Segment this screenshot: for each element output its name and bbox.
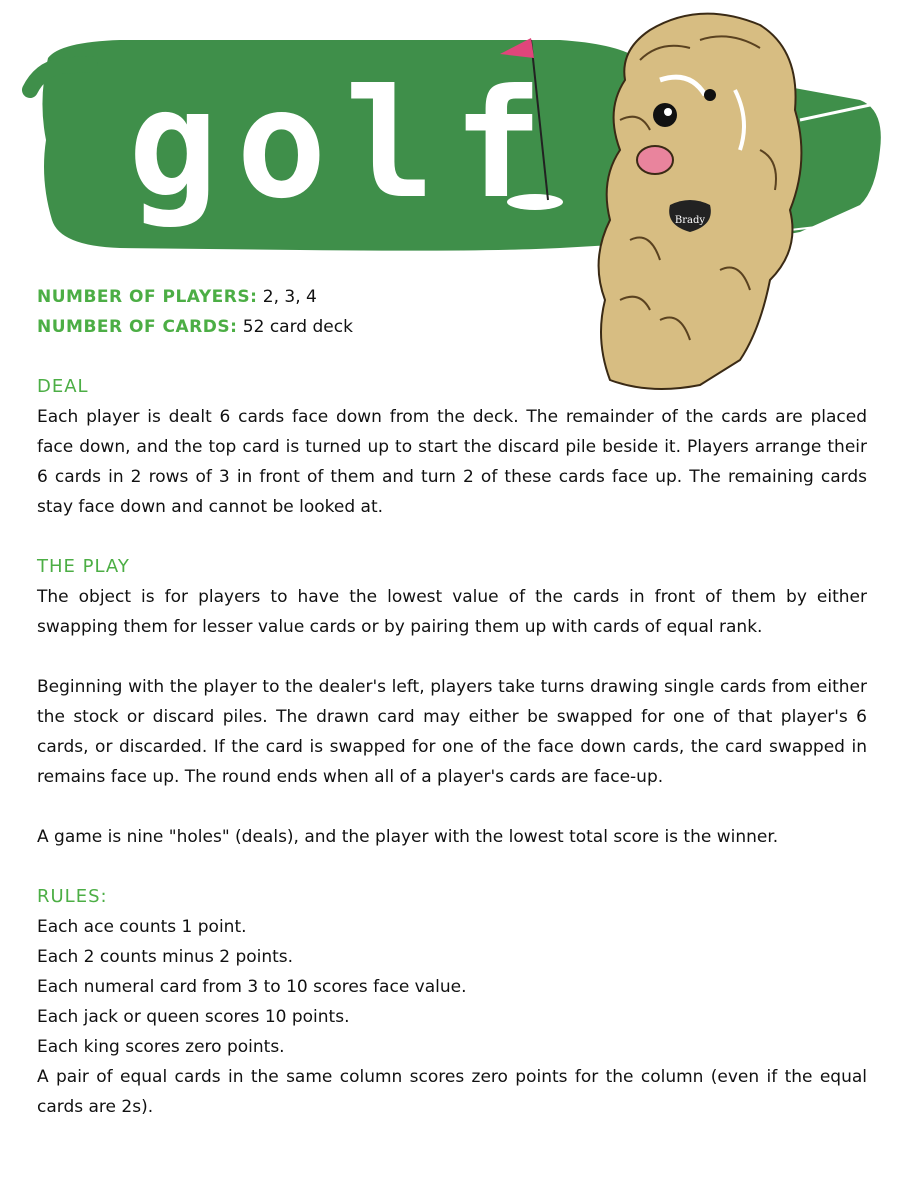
rules-heading: RULES: — [37, 886, 108, 907]
rule-item: Each ace counts 1 point. — [37, 917, 247, 937]
play-heading: THE PLAY — [37, 556, 130, 577]
rule-item: Each numeral card from 3 to 10 scores face value. — [37, 977, 467, 997]
cards-info — [37, 312, 867, 342]
players-label: NUMBER OF PLAYERS: — [37, 287, 258, 307]
play-paragraph: The object is for players to have the lowest value of the cards in front of them by either swapping them for lesser value cards or by pairing them up with cards of equal rank. — [37, 587, 867, 637]
players-info — [37, 282, 867, 312]
dog-tag: Brady — [674, 215, 706, 226]
rule-item: A pair of equal cards in the same column scores zero points for the column (even if the equal cards are 2s). — [37, 1067, 867, 1117]
play-paragraph: A game is nine "holes" (deals), and the player with the lowest total score is the winner. — [37, 827, 779, 847]
page-title: golf — [128, 58, 562, 232]
deal-text: Each player is dealt 6 cards face down from the deck. The remainder of the cards are placed face down, and the top card is turned up to start the discard pile beside it. Players arrange their 6 cards in 2 rows of 3 in front of them and turn 2 of these cards face up. The remaining cards stay face down and cannot be looked at. — [37, 407, 867, 517]
cards-label: NUMBER OF CARDS: — [37, 317, 238, 337]
rule-item: Each 2 counts minus 2 points. — [37, 947, 294, 967]
rule-item: Each king scores zero points. — [37, 1037, 285, 1057]
rule-item: Each jack or queen scores 10 points. — [37, 1007, 350, 1027]
cards-value: 52 card deck — [242, 317, 353, 337]
rules-document — [37, 282, 867, 1122]
play-paragraph: Beginning with the player to the dealer's left, players take turns drawing single cards from either the stock or discard piles. The drawn card may either be swapped for one of that player's 6 cards, or discarded. If the card is swapped for one of the face down cards, the card swapped in remains face up. The round ends when all of a player's cards are face-up. — [37, 677, 867, 787]
players-value: 2, 3, 4 — [262, 287, 317, 307]
deal-heading: DEAL — [37, 376, 89, 397]
